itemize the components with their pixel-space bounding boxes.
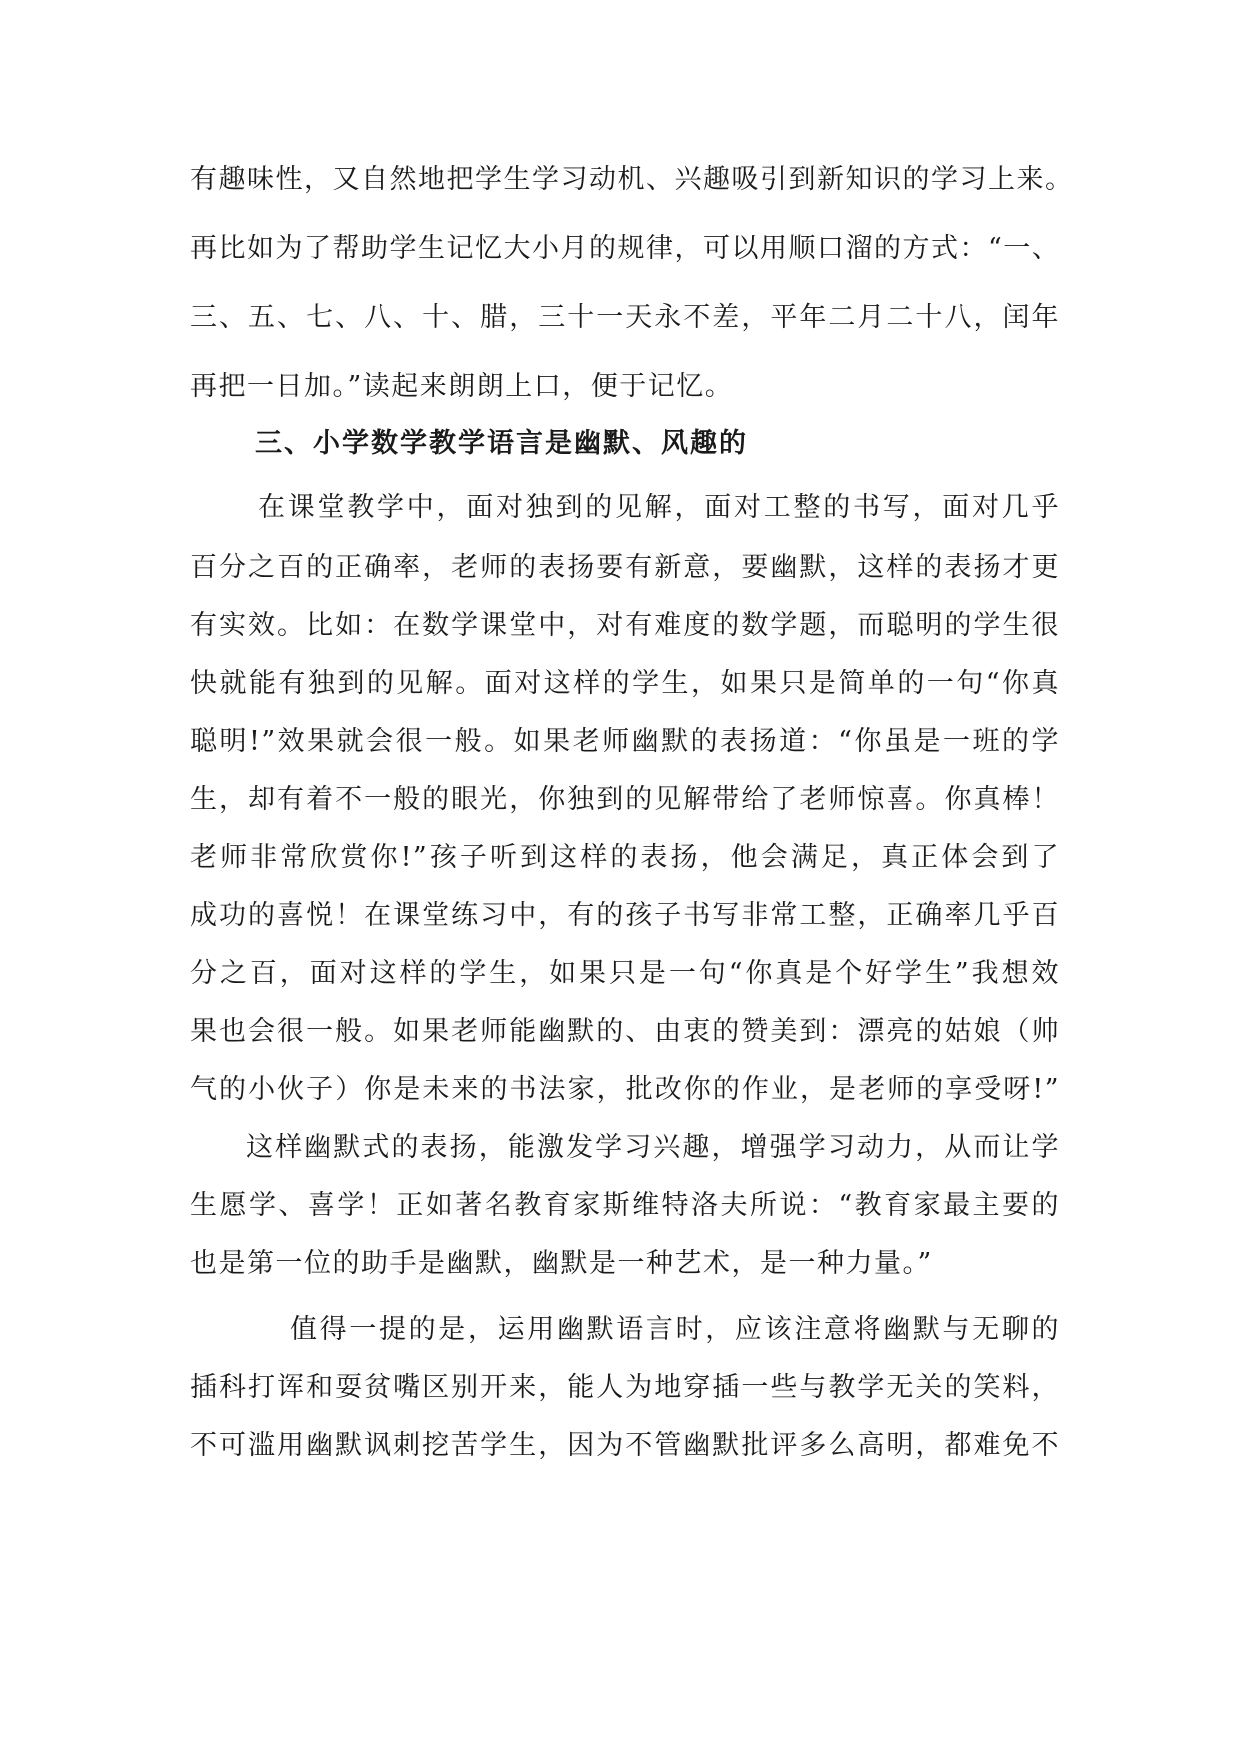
paragraph-line: 值得一提的是，运用幽默语言时，应该注意将幽默与无聊的	[290, 1314, 1060, 1345]
paragraph-line: 不可滥用幽默讽刺挖苦学生，因为不管幽默批评多么高明，都难免不	[190, 1430, 1060, 1461]
paragraph-line: 百分之百的正确率，老师的表扬要有新意，要幽默，这样的表扬才更	[190, 552, 1060, 583]
paragraph-line: 在课堂教学中，面对独到的见解，面对工整的书写，面对几乎	[258, 492, 1060, 523]
text-line: 再比如为了帮助学生记忆大小月的规律，可以用顺口溜的方式：“一、	[190, 233, 1061, 264]
paragraph-line: 成功的喜悦！在课堂练习中，有的孩子书写非常工整，正确率几乎百	[190, 900, 1060, 931]
paragraph-line: 这样幽默式的表扬，能激发学习兴趣，增强学习动力，从而让学	[246, 1132, 1060, 1163]
paragraph-line: 生，却有着不一般的眼光，你独到的见解带给了老师惊喜。你真棒！	[190, 784, 1060, 815]
paragraph-line: 生愿学、喜学！正如著名教育家斯维特洛夫所说：“教育家最主要的	[190, 1190, 1060, 1221]
paragraph-line: 果也会很一般。如果老师能幽默的、由衷的赞美到：漂亮的姑娘（帅	[190, 1016, 1060, 1047]
paragraph-line: 有实效。比如：在数学课堂中，对有难度的数学题，而聪明的学生很	[190, 610, 1060, 641]
section-heading: 三、小学数学教学语言是幽默、风趣的	[255, 428, 748, 459]
text-line: 三、五、七、八、十、腊，三十一天永不差，平年二月二十八，闰年	[190, 302, 1060, 333]
paragraph-line: 气的小伙子）你是未来的书法家，批改你的作业，是老师的享受呀!”	[190, 1074, 1060, 1105]
text-line: 再把一日加。”读起来朗朗上口，便于记忆。	[190, 371, 734, 402]
paragraph-line: 快就能有独到的见解。面对这样的学生，如果只是简单的一句“你真	[190, 668, 1060, 699]
paragraph-line: 插科打诨和耍贫嘴区别开来，能人为地穿插一些与教学无关的笑料，	[190, 1372, 1060, 1403]
paragraph-line: 分之百，面对这样的学生，如果只是一句“你真是个好学生”我想效	[190, 958, 1060, 989]
paragraph-line: 老师非常欣赏你!”孩子听到这样的表扬，他会满足，真正体会到了	[190, 842, 1060, 873]
paragraph-line: 也是第一位的助手是幽默，幽默是一种艺术，是一种力量。”	[190, 1248, 933, 1279]
text-line: 有趣味性，又自然地把学生学习动机、兴趣吸引到新知识的学习上来。	[190, 164, 1074, 195]
paragraph-line: 聪明!”效果就会很一般。如果老师幽默的表扬道：“你虽是一班的学	[190, 726, 1060, 757]
